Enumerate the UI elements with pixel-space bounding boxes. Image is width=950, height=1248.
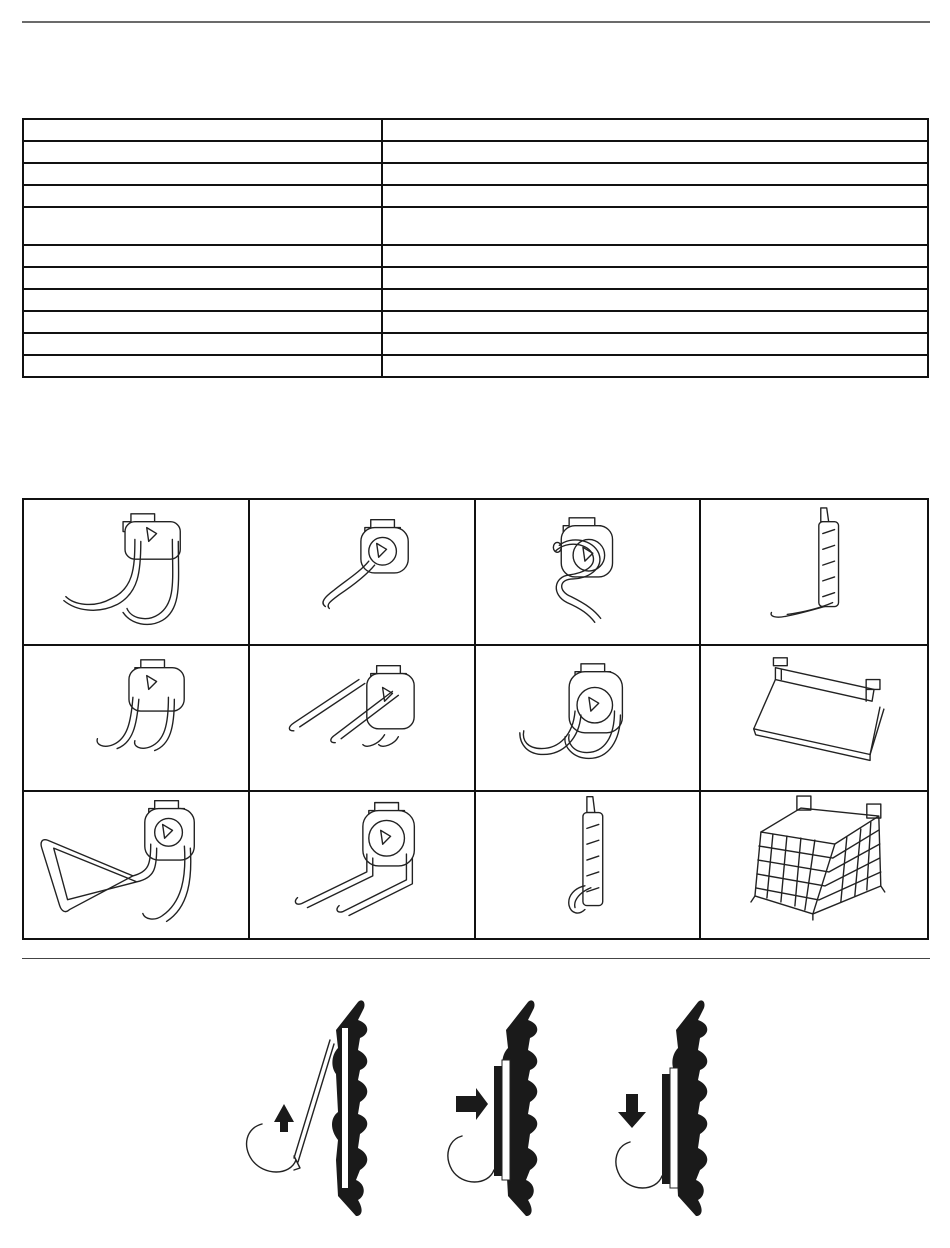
table-cell-value bbox=[382, 333, 928, 355]
vertical-bike-hook-icon bbox=[476, 792, 700, 938]
install-step-1 bbox=[247, 1000, 368, 1216]
install-step-2 bbox=[448, 1000, 537, 1216]
table-cell-value bbox=[382, 311, 928, 333]
table-row bbox=[23, 207, 928, 245]
shelf-tray-icon bbox=[701, 646, 927, 790]
accessory-cell bbox=[24, 646, 250, 792]
double-prong-hook-icon bbox=[250, 646, 474, 790]
tilt-up-arrow-icon bbox=[274, 1104, 294, 1132]
installation-diagram bbox=[230, 990, 750, 1230]
accessory-cell bbox=[250, 646, 476, 792]
ladder-hook-icon bbox=[701, 500, 927, 644]
table-row bbox=[23, 355, 928, 377]
installation-steps-svg bbox=[230, 990, 750, 1230]
push-down-arrow-icon bbox=[618, 1094, 646, 1128]
push-right-arrow-icon bbox=[456, 1088, 488, 1120]
table-cell-label bbox=[23, 119, 382, 141]
specs-table bbox=[22, 118, 929, 378]
table-cell-label bbox=[23, 311, 382, 333]
table-cell-label bbox=[23, 163, 382, 185]
table-cell-label bbox=[23, 245, 382, 267]
install-step-3 bbox=[616, 1000, 707, 1216]
table-row bbox=[23, 267, 928, 289]
table-cell-label bbox=[23, 333, 382, 355]
table-row bbox=[23, 245, 928, 267]
table-cell-label bbox=[23, 141, 382, 163]
table-cell-value bbox=[382, 355, 928, 377]
table-row bbox=[23, 119, 928, 141]
table-cell-value bbox=[382, 163, 928, 185]
table-cell-value bbox=[382, 289, 928, 311]
accessory-cell bbox=[701, 500, 927, 646]
accessory-cell bbox=[250, 500, 476, 646]
accessory-cell bbox=[24, 792, 250, 938]
accessory-cell bbox=[24, 500, 250, 646]
hose-hook-icon bbox=[24, 792, 248, 938]
table-cell-label bbox=[23, 185, 382, 207]
accessory-cell bbox=[701, 792, 927, 938]
top-rule bbox=[22, 21, 930, 23]
s-hook-icon bbox=[476, 500, 700, 644]
accessory-cell bbox=[476, 500, 702, 646]
table-row bbox=[23, 289, 928, 311]
table-cell-value bbox=[382, 245, 928, 267]
utility-hook-large-icon bbox=[24, 500, 248, 644]
single-hook-icon bbox=[250, 500, 474, 644]
table-row bbox=[23, 163, 928, 185]
accessory-cell bbox=[476, 792, 702, 938]
accessory-cell bbox=[476, 646, 702, 792]
u-hook-icon bbox=[250, 792, 474, 938]
table-row bbox=[23, 185, 928, 207]
table-row bbox=[23, 141, 928, 163]
table-cell-label bbox=[23, 289, 382, 311]
section-divider bbox=[22, 958, 930, 959]
table-cell-value bbox=[382, 267, 928, 289]
table-cell-value bbox=[382, 119, 928, 141]
table-cell-label bbox=[23, 267, 382, 289]
double-j-hook-icon bbox=[476, 646, 700, 790]
table-cell-label bbox=[23, 355, 382, 377]
table-row bbox=[23, 333, 928, 355]
table-row bbox=[23, 311, 928, 333]
wire-basket-icon bbox=[701, 792, 927, 938]
table-cell-label bbox=[23, 207, 382, 245]
table-cell-value bbox=[382, 141, 928, 163]
table-cell-value bbox=[382, 185, 928, 207]
accessory-cell bbox=[250, 792, 476, 938]
double-hook-small-icon bbox=[24, 646, 248, 790]
accessory-grid bbox=[22, 498, 929, 940]
table-cell-value bbox=[382, 207, 928, 245]
accessory-cell bbox=[701, 646, 927, 792]
